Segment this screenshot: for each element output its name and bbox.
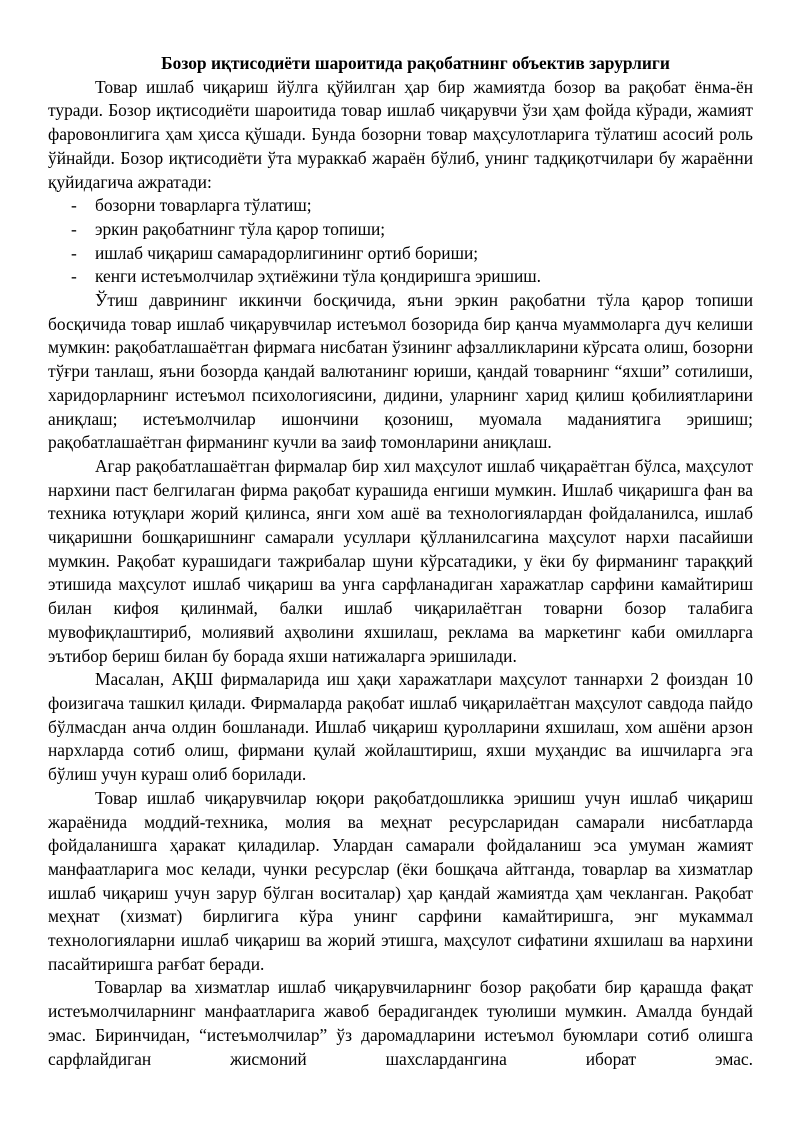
body-paragraph: Ўтиш даврининг иккинчи босқичида, яъни эркин рақобатни тўла қарор топиши босқичида товар ишлаб чиқарувчилар истеъмол бозорида бир қанча муаммоларга дуч келиши мумкин: рақобатлашаётган фирмага нисбатан ўзининг афзалликларини кўрсата олиш, бозорни тўғри танлаш, яъни бозорда қандай валютанинг юриши, қандай товарнинг “яхши” сотилиши, харидорларнинг истеъмол психологиясини, дидини, уларнинг харид қилиш қобилиятларини аниқлаш; истеъмолчилар ишончини қозониш, муомала маданиятига эришиш; рақобатлашаётган фирманинг кучли ва заиф томонларини аниқлаш. bbox=[48, 290, 753, 453]
list-item bbox=[48, 218, 753, 242]
intro-paragraph: Товар ишлаб чиқариш йўлга қўйилган ҳар бир жамиятда бозор ва рақобат ёнма-ён туради. Бозор иқтисодиёти шароитида товар ишлаб чиқарувчи ўзи ҳам фойда кўради, жамият фаровонлигига ҳам ҳисса қўшади. Бунда бозорни товар маҳсулотларига тўлатиш асосий роль ўйнайди. Бозор иқтисодиёти ўта мураккаб жараён бўлиб, унинг тадқиқотчилари бу жараённи қуйидагича ажратади: bbox=[48, 76, 753, 192]
document-page bbox=[48, 52, 753, 1071]
list-item bbox=[48, 194, 753, 218]
list-bullet: - bbox=[71, 218, 77, 239]
list-item-text: эркин рақобатнинг тўла қарор топиши; bbox=[95, 218, 386, 239]
list-item bbox=[48, 242, 753, 266]
stage-list bbox=[48, 194, 753, 289]
list-bullet: - bbox=[71, 242, 77, 263]
list-item-text: кенги истеъмолчилар эҳтиёжини тўла қондиришга эришиш. bbox=[95, 266, 542, 287]
list-bullet: - bbox=[71, 195, 77, 216]
body-paragraph: Агар рақобатлашаётган фирмалар бир хил маҳсулот ишлаб чиқараётган бўлса, маҳсулот нархини паст белгилаган фирма рақобат курашида енгиши мумкин. Ишлаб чиқаришга фан ва техника ютуқлари жорий қилинса, янги хом ашё ва технологиялардан фойдаланилса, ишлаб чиқаришни бошқаришнинг самарали усуллари қўлланилсагина маҳсулот нархи пасайиши мумкин. Рақобат курашидаги тажрибалар шуни кўрсатадики, у ёки бу фирманинг тараққий этишида маҳсулот ишлаб чиқариш ва унга сарфланадиган харажатлар сарфини камайтириш билан кифоя қилинмай, балки ишлаб чиқарилаётган товарни бозор талабига мувофиқлаштириб, молиявий аҳволини яхшилаш, реклама ва маркетинг каби омилларга эътибор бериш билан бу борада яхши натижаларга эришилади. bbox=[48, 455, 753, 666]
body-paragraph: Товарлар ва хизматлар ишлаб чиқарувчиларнинг бозор рақобати бир қарашда фақат истеъмолчиларнинг манфаатларига жавоб берадигандек туюлиши мумкин. Амалда бундай эмас. Биринчидан, “истеъмолчилар” ўз даромадларини истеъмол буюмлари сотиб олишга сарфлайдиган жисмоний шахслардангина иборат эмас. bbox=[48, 977, 753, 1069]
list-item bbox=[48, 265, 753, 289]
list-bullet: - bbox=[71, 266, 77, 287]
document-title: Бозор иқтисодиёти шароитида рақобатнинг объектив зарурлиги bbox=[161, 53, 670, 73]
body-paragraph: Масалан, АҚШ фирмаларида иш ҳақи харажатлари маҳсулот таннархи 2 фоиздан 10 фоизигача ташкил қилади. Фирмаларда рақобат ишлаб чиқарилаётган маҳсулот савдода пайдо бўлмасдан анча олдин бошланади. Ишлаб чиқариш қуролларини яхшилаш, хом ашёни арзон нархларда сотиб олиш, фирмани қулай жойлаштириш, яхши муҳандис ва ишчиларга эга бўлиш учун кураш олиб борилади. bbox=[48, 669, 753, 785]
list-item-text: бозорни товарларга тўлатиш; bbox=[95, 195, 312, 216]
list-item-text: ишлаб чиқариш самарадорлигининг ортиб бориши; bbox=[95, 242, 479, 263]
body-paragraph: Товар ишлаб чиқарувчилар юқори рақобатдошликка эришиш учун ишлаб чиқариш жараёнида моддий-техника, молия ва меҳнат ресурсларидан самарали нисбатларда фойдаланишга ҳаракат қиладилар. Улардан самарали фойдаланиш эса умуман жамият манфаатларига мос келади, чунки ресурслар (ёки бошқача айтганда, товарлар ва хизматлар ишлаб чиқариш учун зарур бўлган воситалар) ҳар қандай жамиятда ҳам чекланган. Рақобат меҳнат (хизмат) бирлигига кўра унинг сарфини камайтиришга, энг мукаммал технологияларни ишлаб чиқариш ва жорий этишга, маҳсулот сифатини яхшилаш ва нархини пасайтиришга рағбат беради. bbox=[48, 787, 753, 974]
